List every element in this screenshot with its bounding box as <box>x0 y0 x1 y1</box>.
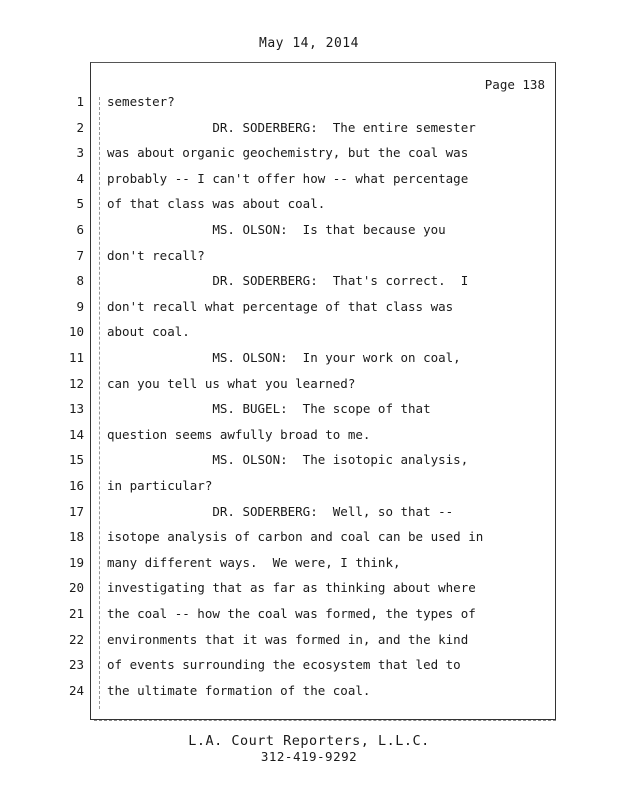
transcript-line <box>0 580 618 600</box>
line-text: MS. OLSON: Is that because you <box>107 222 446 237</box>
transcript-line <box>0 401 618 421</box>
line-text: can you tell us what you learned? <box>107 375 356 391</box>
transcript-line <box>0 683 618 703</box>
line-text: isotope analysis of carbon and coal can be used in <box>107 529 484 545</box>
footer-company: L.A. Court Reporters, L.L.C. <box>188 733 430 749</box>
transcript-line <box>0 299 618 319</box>
line-number: 4 <box>76 170 84 186</box>
transcript-line <box>0 171 618 191</box>
line-text: don't recall? <box>107 247 205 263</box>
transcript-line <box>0 606 618 626</box>
line-text: probably -- I can't offer how -- what percentage <box>107 170 469 186</box>
line-text: question seems awfully broad to me. <box>107 426 371 442</box>
transcript-line <box>0 452 618 472</box>
line-text: don't recall what percentage of that class was <box>107 298 454 314</box>
transcript-line <box>0 478 618 498</box>
line-text: MS. OLSON: The isotopic analysis, <box>107 452 469 468</box>
line-number: 23 <box>68 657 84 673</box>
line-number: 13 <box>68 401 84 417</box>
line-number: 19 <box>68 554 84 570</box>
line-number: 1 <box>76 94 84 109</box>
line-number: 18 <box>68 529 84 545</box>
transcript-line <box>0 222 618 242</box>
transcript-line <box>0 376 618 396</box>
line-number: 6 <box>76 222 84 237</box>
frame-bottom-edge <box>94 720 556 723</box>
line-text: about coal. <box>107 324 190 340</box>
line-number: 21 <box>68 606 84 621</box>
line-number: 9 <box>76 298 84 314</box>
line-number: 24 <box>68 682 84 698</box>
line-text: MS. BUGEL: The scope of that <box>107 401 431 417</box>
line-number: 8 <box>76 273 84 289</box>
line-text: investigating that as far as thinking about where <box>107 580 476 596</box>
transcript-line <box>0 427 618 447</box>
transcript-line <box>0 145 618 165</box>
line-text: was about organic geochemistry, but the coal was <box>107 145 469 161</box>
transcript-line <box>0 529 618 549</box>
line-text: many different ways. We were, I think, <box>107 554 401 570</box>
line-number: 15 <box>68 452 84 468</box>
line-text: DR. SODERBERG: That's correct. I <box>107 273 469 289</box>
page-number: Page 138 <box>484 77 545 92</box>
line-text: environments that it was formed in, and the kind <box>107 631 469 647</box>
line-text: the coal -- how the coal was formed, the types of <box>107 606 476 621</box>
line-text: in particular? <box>107 478 213 493</box>
line-number: 20 <box>68 580 84 596</box>
transcript-line <box>0 94 618 114</box>
transcript-line <box>0 120 618 140</box>
transcript-line <box>0 350 618 370</box>
line-text: semester? <box>107 94 175 109</box>
line-number: 17 <box>68 503 84 519</box>
transcript-line <box>0 632 618 652</box>
transcript-line <box>0 657 618 677</box>
line-text: DR. SODERBERG: The entire semester <box>107 119 476 135</box>
transcript-line <box>0 196 618 216</box>
line-text: MS. OLSON: In your work on coal, <box>107 350 461 365</box>
footer-phone: 312-419-9292 <box>260 749 358 764</box>
transcript-date: May 14, 2014 <box>259 36 359 51</box>
line-number: 3 <box>76 145 84 161</box>
transcript-line <box>0 273 618 293</box>
line-number: 10 <box>68 324 84 340</box>
line-text: the ultimate formation of the coal. <box>107 682 371 698</box>
line-text: of that class was about coal. <box>107 196 326 212</box>
line-text: of events surrounding the ecosystem that led to <box>107 657 461 673</box>
line-number: 22 <box>68 631 84 647</box>
line-number: 2 <box>76 119 84 135</box>
line-number: 16 <box>68 478 84 493</box>
line-number: 12 <box>68 375 84 391</box>
line-number: 14 <box>68 426 84 442</box>
line-text: DR. SODERBERG: Well, so that -- <box>107 503 454 519</box>
transcript-line <box>0 555 618 575</box>
transcript-line <box>0 504 618 524</box>
transcript-line <box>0 324 618 344</box>
line-number: 7 <box>76 247 84 263</box>
transcript-line <box>0 248 618 268</box>
line-number: 5 <box>76 196 84 212</box>
line-number: 11 <box>68 350 84 365</box>
